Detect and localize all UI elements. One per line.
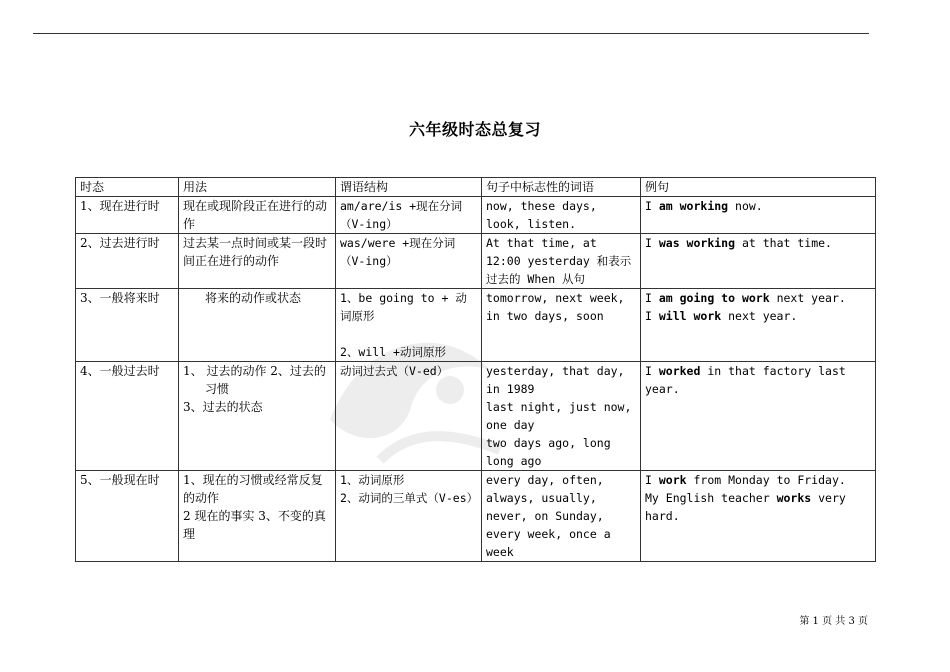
structure-line: 1、动词原形 (340, 473, 405, 487)
cell-structure (336, 471, 482, 562)
structure-line: am/are/is +现在分词（V-ing） (340, 199, 463, 231)
table-header-row (76, 178, 876, 197)
example-sentence (645, 197, 871, 215)
cell-markers (482, 362, 641, 471)
example-verb: am going to work (658, 291, 770, 305)
example-text: My English teacher (645, 491, 777, 505)
cell-markers (482, 289, 641, 362)
cell-markers (482, 471, 641, 562)
markers-line: yesterday, that day, in 1989 (486, 364, 625, 396)
example-text: I (645, 364, 659, 378)
cell-tense: 2、过去进行时 (76, 234, 179, 289)
cell-usage (179, 234, 336, 289)
example-sentence (645, 234, 871, 252)
header-structure: 谓语结构 (336, 178, 482, 197)
cell-tense: 1、现在进行时 (76, 197, 179, 234)
spacer (340, 325, 477, 343)
cell-markers (482, 197, 641, 234)
cell-tense: 3、一般将来时 (76, 289, 179, 362)
table-row (76, 471, 876, 562)
example-text: in that factory last year. (645, 364, 846, 396)
usage-line: 1、 过去的动作 2、过去的习惯 (183, 364, 326, 396)
header-rule (33, 33, 869, 34)
example-text: I (645, 473, 659, 487)
example-text: at that time. (735, 236, 832, 250)
markers-line: tomorrow, next week, in two days, soon (486, 291, 625, 323)
usage-line: 2 现在的事实 3、不变的真理 (183, 509, 326, 541)
tense-table (75, 177, 876, 562)
cell-usage (179, 471, 336, 562)
structure-line: was/were +现在分词（V-ing） (340, 236, 456, 268)
markers-line: every day, often, always, usually, never, on Sunday, every week, once a week (486, 473, 611, 559)
cell-example (641, 362, 876, 471)
cell-tense: 5、一般现在时 (76, 471, 179, 562)
example-sentence (645, 471, 871, 489)
cell-markers (482, 234, 641, 289)
usage-line: 3、过去的状态 (183, 400, 263, 414)
example-text: next year. (721, 309, 798, 323)
cell-example (641, 197, 876, 234)
example-verb: work (658, 473, 687, 487)
usage-line: 1、现在的习惯或经常反复的动作 (183, 473, 323, 505)
structure-line: 2、动词的三单式（V-es） (340, 491, 479, 505)
example-sentence (645, 307, 871, 325)
example-text: next year. (769, 291, 846, 305)
table-row (76, 234, 876, 289)
page-footer: 第 1 页 共 3 页 (799, 616, 868, 627)
example-text: I (645, 236, 659, 250)
structure-line: 2、will +动词原形 (340, 345, 446, 359)
markers-line: last night, just now, one day (486, 400, 632, 432)
cell-structure (336, 362, 482, 471)
example-verb: works (776, 491, 812, 505)
cell-usage (179, 362, 336, 471)
cell-structure (336, 289, 482, 362)
example-sentence (645, 362, 871, 398)
example-sentence (645, 489, 871, 525)
example-text: very hard. (645, 491, 846, 523)
cell-structure (336, 234, 482, 289)
structure-line: 1、be going to + 动词原形 (340, 291, 467, 323)
markers-line: two days ago, long long ago (486, 436, 611, 468)
example-text: from Monday to Friday. (686, 473, 846, 487)
cell-tense: 4、一般过去时 (76, 362, 179, 471)
header-usage: 用法 (179, 178, 336, 197)
usage-line: 现在或现阶段正在进行的动作 (183, 199, 328, 231)
cell-usage (179, 197, 336, 234)
example-text: I (645, 291, 659, 305)
cell-usage (179, 289, 336, 362)
cell-structure (336, 197, 482, 234)
cell-example (641, 471, 876, 562)
usage-line: 过去某一点时间或某一段时间正在进行的动作 (183, 236, 328, 268)
example-sentence (645, 289, 871, 307)
document-title: 六年级时态总复习 (408, 120, 541, 139)
markers-line: At that time, at 12:00 yesterday 和表示过去的 When 从句 (486, 236, 632, 286)
table-row (76, 362, 876, 471)
table-row (76, 289, 876, 362)
markers-line: now, these days, look, listen. (486, 199, 597, 231)
cell-example (641, 289, 876, 362)
cell-example (641, 234, 876, 289)
example-text: I (645, 199, 659, 213)
header-tense: 时态 (76, 178, 179, 197)
example-verb: will work (658, 309, 722, 323)
example-verb: was working (658, 236, 736, 250)
example-text: I (645, 309, 659, 323)
structure-line: 动词过去式（V-ed） (340, 364, 449, 378)
table-row (76, 197, 876, 234)
example-verb: am working (658, 199, 729, 213)
header-markers: 句子中标志性的词语 (482, 178, 641, 197)
usage-line: 将来的动作或状态 (205, 291, 302, 305)
header-example: 例句 (641, 178, 876, 197)
example-text: now. (728, 199, 763, 213)
example-verb: worked (658, 364, 701, 378)
